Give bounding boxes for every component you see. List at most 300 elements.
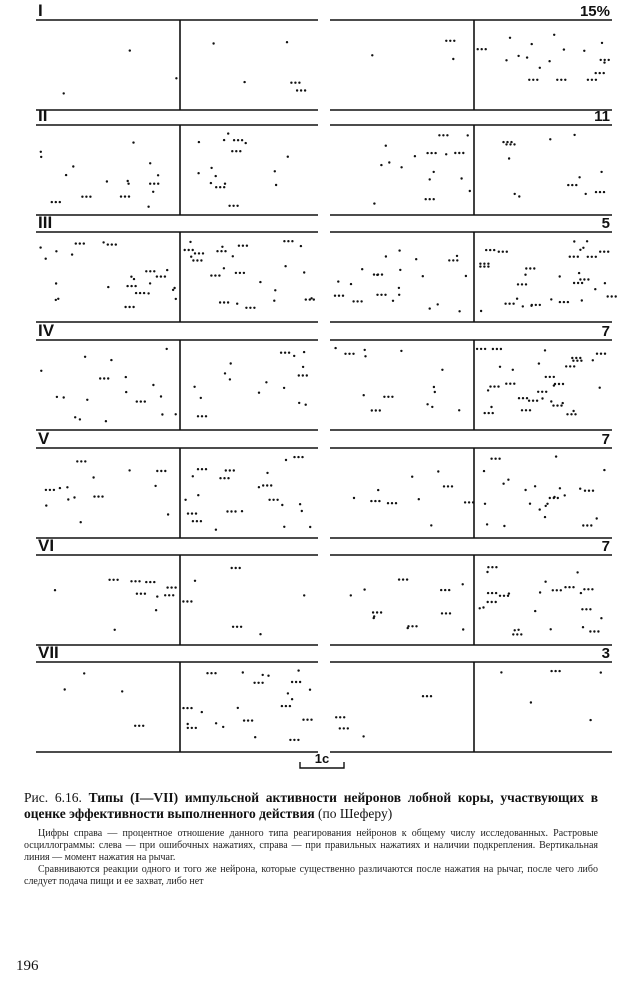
spike-dot: [155, 609, 157, 611]
spike-dot: [530, 305, 532, 307]
spike-dot: [302, 719, 304, 721]
spike-dot: [430, 152, 432, 154]
spike-dot: [503, 595, 505, 597]
spike-dot: [228, 205, 230, 207]
spike-dot: [298, 82, 300, 84]
spike-dot: [384, 294, 386, 296]
spike-dot: [426, 152, 428, 154]
spike-dot: [534, 485, 536, 487]
spike-dot: [407, 627, 409, 629]
spike-dot: [224, 372, 226, 374]
spike-dot: [491, 592, 493, 594]
spike-dot: [197, 172, 199, 174]
spike-dot: [596, 517, 598, 519]
spike-dot: [106, 180, 108, 182]
spike-dot: [334, 347, 336, 349]
spike-dot: [134, 285, 136, 287]
spike-dot: [572, 410, 574, 412]
spike-dot: [375, 409, 377, 411]
spike-dot: [522, 305, 524, 307]
spike-dot: [57, 298, 59, 300]
spike-dot: [364, 355, 366, 357]
spike-dot: [539, 304, 541, 306]
spike-dot: [400, 166, 402, 168]
spike-dot: [313, 298, 315, 300]
row-percent: 7: [601, 538, 610, 555]
spike-dot: [395, 502, 397, 504]
spike-dot: [608, 59, 610, 61]
spike-dot: [582, 626, 584, 628]
spike-dot: [59, 487, 61, 489]
spike-dot: [303, 351, 305, 353]
spike-dot: [128, 306, 130, 308]
spike-dot: [195, 512, 197, 514]
spike-dot: [575, 357, 577, 359]
spike-dot: [607, 295, 609, 297]
spike-dot: [63, 688, 65, 690]
spike-dot: [482, 606, 484, 608]
spike-dot: [526, 56, 528, 58]
spike-dot: [372, 611, 374, 613]
spike-dot: [285, 459, 287, 461]
spike-dot: [516, 633, 518, 635]
spike-dot: [362, 735, 364, 737]
spike-dot: [544, 516, 546, 518]
spike-dot: [454, 152, 456, 154]
spike-dot: [226, 510, 228, 512]
spike-dot: [80, 460, 82, 462]
spike-dot: [186, 600, 188, 602]
spike-dot: [350, 594, 352, 596]
spike-dot: [508, 157, 510, 159]
spike-dot: [164, 470, 166, 472]
spike-dot: [160, 275, 162, 277]
spike-dot: [306, 374, 308, 376]
spike-dot: [190, 707, 192, 709]
spike-dot: [487, 265, 489, 267]
spike-dot: [489, 249, 491, 251]
spike-dot: [198, 252, 200, 254]
spike-dot: [576, 571, 578, 573]
spike-dot: [339, 727, 341, 729]
spike-dot: [524, 274, 526, 276]
spike-dot: [206, 672, 208, 674]
spike-dot: [579, 249, 581, 251]
spike-dot: [101, 495, 103, 497]
spike-dot: [549, 138, 551, 140]
spike-dot: [573, 365, 575, 367]
spike-dot: [175, 413, 177, 415]
spike-dot: [378, 500, 380, 502]
spike-dot: [293, 456, 295, 458]
spike-dot: [441, 369, 443, 371]
spike-dot: [433, 386, 435, 388]
spike-dot: [170, 586, 172, 588]
spike-dot: [143, 292, 145, 294]
spike-dot: [434, 152, 436, 154]
spike-dot: [84, 356, 86, 358]
spike-dot: [550, 670, 552, 672]
spike-dot: [175, 77, 177, 79]
spike-dot: [164, 594, 166, 596]
spike-dot: [153, 183, 155, 185]
spike-dot: [73, 496, 75, 498]
spike-dot: [114, 629, 116, 631]
spike-dot: [388, 161, 390, 163]
spike-dot: [483, 470, 485, 472]
spike-dot: [429, 307, 431, 309]
spike-dot: [219, 301, 221, 303]
spike-dot: [288, 352, 290, 354]
spike-dot: [509, 143, 511, 145]
spike-dot: [589, 630, 591, 632]
spike-dot: [132, 306, 134, 308]
spike-dot: [539, 591, 541, 593]
spike-dot: [285, 705, 287, 707]
spike-dot: [130, 285, 132, 287]
spike-dot: [579, 278, 581, 280]
spike-dot: [567, 301, 569, 303]
spike-dot: [462, 152, 464, 154]
spike-dot: [560, 404, 562, 406]
spike-dot: [79, 242, 81, 244]
spike-dot: [103, 377, 105, 379]
spike-dot: [545, 505, 547, 507]
spike-dot: [79, 418, 81, 420]
page-number: 196: [16, 958, 39, 974]
spike-dot: [406, 578, 408, 580]
spike-dot: [377, 273, 379, 275]
spike-dot: [380, 611, 382, 613]
spike-dot: [477, 48, 479, 50]
spike-dot: [234, 510, 236, 512]
spike-dot: [562, 383, 564, 385]
spike-dot: [191, 727, 193, 729]
spike-dot: [603, 72, 605, 74]
spike-dot: [363, 394, 365, 396]
spike-dot: [514, 193, 516, 195]
spike-dot: [190, 256, 192, 258]
spike-dot: [603, 61, 605, 63]
spike-dot: [370, 500, 372, 502]
spike-dot: [235, 150, 237, 152]
spike-dot: [507, 595, 509, 597]
spike-dot: [254, 736, 256, 738]
spike-dot: [458, 409, 460, 411]
spike-dot: [265, 381, 267, 383]
spike-dot: [66, 486, 68, 488]
spike-dot: [102, 241, 104, 243]
spike-dot: [188, 249, 190, 251]
spike-dot: [249, 307, 251, 309]
spike-dot: [202, 252, 204, 254]
spike-dot: [125, 376, 127, 378]
spike-dot: [604, 59, 606, 61]
spike-dot: [364, 349, 366, 351]
spike-dot: [233, 139, 235, 141]
spike-dot: [600, 353, 602, 355]
spike-dot: [160, 395, 162, 397]
spike-dot: [189, 241, 191, 243]
spike-dot: [54, 589, 56, 591]
spike-dot: [280, 352, 282, 354]
spike-dot: [399, 269, 401, 271]
spike-dot: [411, 476, 413, 478]
row-percent: 7: [601, 323, 610, 340]
spike-dot: [299, 681, 301, 683]
spike-dot: [502, 141, 504, 143]
spike-dot: [398, 249, 400, 251]
spike-dot: [300, 245, 302, 247]
spike-dot: [458, 152, 460, 154]
spike-dot: [49, 489, 51, 491]
spike-dot: [456, 259, 458, 261]
spike-dot: [426, 403, 428, 405]
spike-dot: [570, 413, 572, 415]
spike-dot: [157, 183, 159, 185]
spike-dot: [138, 725, 140, 727]
spike-dot: [578, 176, 580, 178]
spike-dot: [296, 89, 298, 91]
spike-dot: [136, 593, 138, 595]
spike-dot: [512, 369, 514, 371]
spike-dot: [128, 195, 130, 197]
spike-dot: [556, 404, 558, 406]
spike-dot: [563, 301, 565, 303]
spike-dot: [571, 357, 573, 359]
spike-dot: [237, 139, 239, 141]
spike-dot: [429, 178, 431, 180]
spike-dot: [441, 612, 443, 614]
spike-dot: [67, 498, 69, 500]
spike-dot: [549, 497, 551, 499]
spike-dot: [160, 470, 162, 472]
spike-dot: [74, 416, 76, 418]
spike-dot: [85, 196, 87, 198]
spike-dot: [80, 521, 82, 523]
spike-dot: [339, 716, 341, 718]
spike-dot: [286, 41, 288, 43]
spike-dot: [487, 389, 489, 391]
spike-dot: [545, 376, 547, 378]
spike-dot: [356, 300, 358, 302]
spike-dot: [448, 259, 450, 261]
spike-dot: [552, 589, 554, 591]
spike-dot: [215, 186, 217, 188]
spike-dot: [601, 42, 603, 44]
spike-dot: [445, 153, 447, 155]
spike-dot: [559, 301, 561, 303]
spike-dot: [586, 240, 588, 242]
spike-dot: [287, 156, 289, 158]
spike-dot: [595, 79, 597, 81]
spike-dot: [196, 520, 198, 522]
spike-dot: [498, 251, 500, 253]
spike-dot: [297, 739, 299, 741]
spike-dot: [493, 249, 495, 251]
caption-source: (по Шеферу): [318, 806, 393, 821]
spike-dot: [574, 413, 576, 415]
spike-dot: [536, 79, 538, 81]
spike-dot: [200, 520, 202, 522]
spike-dot: [572, 360, 574, 362]
spike-dot: [377, 489, 379, 491]
spike-dot: [197, 468, 199, 470]
spike-dot: [198, 141, 200, 143]
spike-dot: [212, 42, 214, 44]
spike-dot: [433, 198, 435, 200]
spike-dot: [488, 412, 490, 414]
spike-dot: [152, 191, 154, 193]
row-label: II: [38, 106, 48, 125]
spike-dot: [107, 377, 109, 379]
spike-dot: [352, 300, 354, 302]
spike-dot: [562, 402, 564, 404]
spike-dot: [445, 612, 447, 614]
spike-dot: [291, 681, 293, 683]
spike-dot: [374, 500, 376, 502]
spike-dot: [258, 486, 260, 488]
spike-dot: [518, 195, 520, 197]
spike-dot: [93, 495, 95, 497]
spike-dot: [539, 67, 541, 69]
spike-dot: [201, 468, 203, 470]
spike-dot: [218, 274, 220, 276]
spike-dot: [583, 588, 585, 590]
spike-dot: [40, 151, 42, 153]
spike-dot: [529, 503, 531, 505]
spike-dot: [262, 484, 264, 486]
spike-dot: [216, 250, 218, 252]
spike-dot: [291, 698, 293, 700]
row-percent: 15%: [579, 3, 610, 20]
spike-dot: [437, 303, 439, 305]
spike-dot: [63, 92, 65, 94]
spike-dot: [468, 501, 470, 503]
spike-dot: [335, 716, 337, 718]
spike-dot: [242, 245, 244, 247]
spike-dot: [496, 348, 498, 350]
spike-dot: [549, 376, 551, 378]
spike-dot: [557, 497, 559, 499]
spike-dot: [607, 251, 609, 253]
spike-dot: [210, 274, 212, 276]
spike-dot: [283, 240, 285, 242]
spike-dot: [600, 59, 602, 61]
spike-dot: [469, 190, 471, 192]
spike-dot: [599, 387, 601, 389]
spike-dot: [371, 54, 373, 56]
spike-dot: [153, 270, 155, 272]
spike-dot: [110, 359, 112, 361]
spike-dot: [517, 55, 519, 57]
row-percent: 3: [601, 645, 610, 662]
spike-dot: [152, 384, 154, 386]
spike-dot: [479, 265, 481, 267]
spike-dot: [289, 739, 291, 741]
spike-dot: [415, 625, 417, 627]
spike-dot: [576, 360, 578, 362]
spike-dot: [237, 707, 239, 709]
spike-dot: [200, 397, 202, 399]
spike-dot: [266, 484, 268, 486]
spike-dot: [591, 588, 593, 590]
spike-dot: [489, 385, 491, 387]
spike-dot: [253, 307, 255, 309]
spike-dot: [235, 567, 237, 569]
spike-dot: [485, 48, 487, 50]
spike-dot: [300, 89, 302, 91]
spike-dot: [510, 141, 512, 143]
spike-dot: [305, 404, 307, 406]
spike-dot: [65, 174, 67, 176]
spike-dot: [51, 201, 53, 203]
spike-dot: [528, 400, 530, 402]
row-percent: 7: [601, 431, 610, 448]
spike-dot: [132, 141, 134, 143]
spike-dot: [504, 303, 506, 305]
spike-dot: [135, 292, 137, 294]
spike-dot: [156, 595, 158, 597]
spike-dot: [506, 251, 508, 253]
spike-dot: [599, 251, 601, 253]
spike-dot: [166, 586, 168, 588]
spike-dot: [555, 455, 557, 457]
spike-dot: [175, 298, 177, 300]
spike-dot: [509, 383, 511, 385]
spike-dot: [45, 258, 47, 260]
spike-dot: [539, 508, 541, 510]
spike-dot: [594, 288, 596, 290]
spike-dot: [107, 286, 109, 288]
spike-dot: [182, 707, 184, 709]
spike-dot: [259, 281, 261, 283]
spike-dot: [145, 581, 147, 583]
spike-dot: [525, 409, 527, 411]
spike-dot: [556, 589, 558, 591]
spike-dot: [128, 469, 130, 471]
spike-dot: [210, 182, 212, 184]
spike-dot: [500, 671, 502, 673]
spike-dot: [584, 490, 586, 492]
spike-dot: [55, 201, 57, 203]
spike-dot: [577, 282, 579, 284]
spike-dot: [239, 272, 241, 274]
spike-dot: [550, 298, 552, 300]
spike-dot: [130, 580, 132, 582]
spike-dot: [398, 287, 400, 289]
spike-dot: [476, 348, 478, 350]
spike-dot: [599, 72, 601, 74]
spike-dot: [440, 589, 442, 591]
spike-dot: [221, 246, 223, 248]
row-percent: 11: [594, 108, 610, 125]
spike-dot: [186, 707, 188, 709]
spike-dot: [422, 695, 424, 697]
spike-dot: [245, 142, 247, 144]
spike-dot: [509, 37, 511, 39]
spike-dot: [603, 469, 605, 471]
spike-dot: [236, 205, 238, 207]
spike-dot: [586, 524, 588, 526]
spike-dot: [544, 581, 546, 583]
spike-dot: [591, 256, 593, 258]
spike-dot: [223, 139, 225, 141]
spike-dot: [573, 256, 575, 258]
spike-dot: [294, 82, 296, 84]
spike-dot: [505, 59, 507, 61]
spike-dot: [487, 592, 489, 594]
